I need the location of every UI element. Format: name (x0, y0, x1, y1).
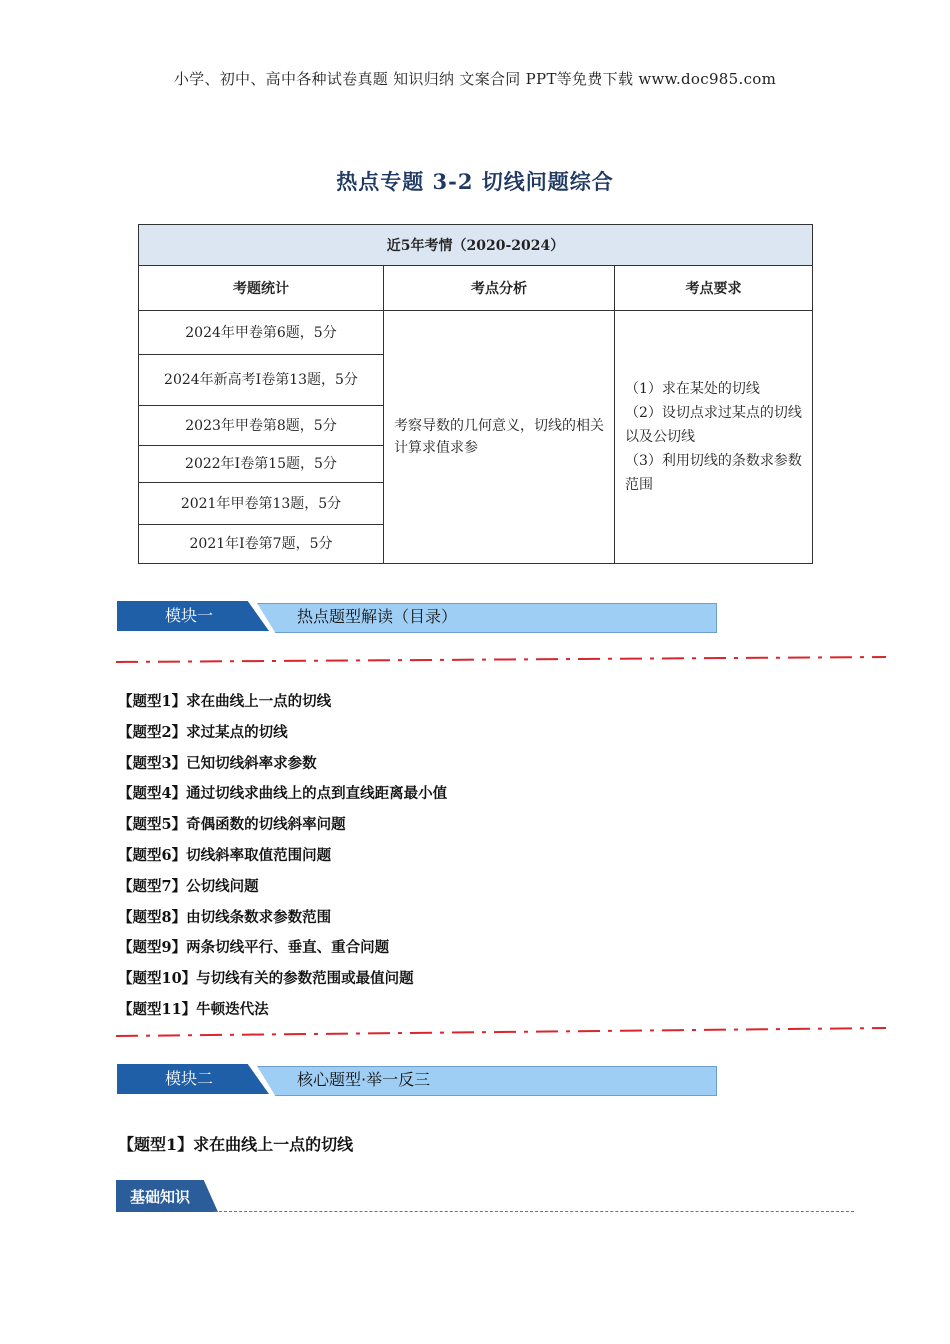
type-item: 【题型6】切线斜率取值范围问题 (118, 846, 332, 864)
type-item: 【题型4】通过切线求曲线上的点到直线距离最小值 (118, 785, 448, 803)
type-item: 【题型3】已知切线斜率求参数 (118, 754, 317, 772)
stat-row: 2024年新高考I卷第13题，5分 (139, 355, 384, 406)
column-header-analysis: 考点分析 (384, 266, 615, 311)
module-title: 热点题型解读（目录） (297, 607, 458, 626)
stat-row: 2021年I卷第7题，5分 (139, 525, 384, 564)
stat-row: 2024年甲卷第6题，5分 (139, 311, 384, 355)
dash-dot-divider-top (116, 656, 886, 664)
stat-row: 2023年甲卷第8题，5分 (139, 406, 384, 446)
page-title: 热点专题 3-2 切线问题综合 (336, 169, 614, 194)
module-tab-label: 模块二 (165, 1069, 214, 1088)
type-item: 【题型1】求在曲线上一点的切线 (118, 693, 332, 710)
table-caption: 近5年考情（2020-2024） (139, 225, 813, 266)
type-item: 【题型2】求过某点的切线 (118, 723, 288, 741)
stat-row: 2021年甲卷第13题，5分 (139, 483, 384, 525)
requirement-item: （1）求在某处的切线 (625, 381, 760, 397)
stat-row: 2022年I卷第15题，5分 (139, 446, 384, 483)
type-item: 【题型9】两条切线平行、垂直、重合问题 (118, 939, 390, 957)
section-heading: 【题型1】求在曲线上一点的切线 (118, 1135, 354, 1154)
exam-stats-table (138, 224, 813, 564)
column-header-requirements: 考点要求 (615, 266, 813, 311)
requirement-item: （3）利用切线的条数求参数范围 (625, 453, 802, 493)
type-item: 【题型8】由切线条数求参数范围 (118, 908, 332, 926)
type-item: 【题型7】公切线问题 (118, 877, 259, 895)
basic-knowledge-label: 基础知识 (130, 1188, 191, 1206)
site-header: 小学、初中、高中各种试卷真题 知识归纳 文案合同 PPT等免费下载 www.doc985.com (173, 70, 777, 88)
module-banner-1 (117, 601, 717, 633)
question-type-list (118, 688, 447, 1027)
type-item: 【题型11】牛顿迭代法 (118, 1000, 269, 1018)
requirements-cell (615, 311, 813, 564)
type-item: 【题型10】与切线有关的参数范围或最值问题 (118, 970, 414, 988)
requirement-item: （2）设切点求过某点的切线以及公切线 (625, 405, 802, 445)
dash-dot-divider-bottom (116, 1026, 886, 1038)
column-header-stats: 考题统计 (139, 266, 384, 311)
basic-knowledge-underline (214, 1211, 854, 1212)
type-item: 【题型5】奇偶函数的切线斜率问题 (118, 816, 346, 834)
module-banner-2 (117, 1064, 717, 1096)
module-title: 核心题型·举一反三 (297, 1070, 431, 1089)
analysis-cell: 考察导数的几何意义，切线的相关计算求值求参 (384, 311, 615, 564)
module-tab-label: 模块一 (165, 606, 214, 625)
